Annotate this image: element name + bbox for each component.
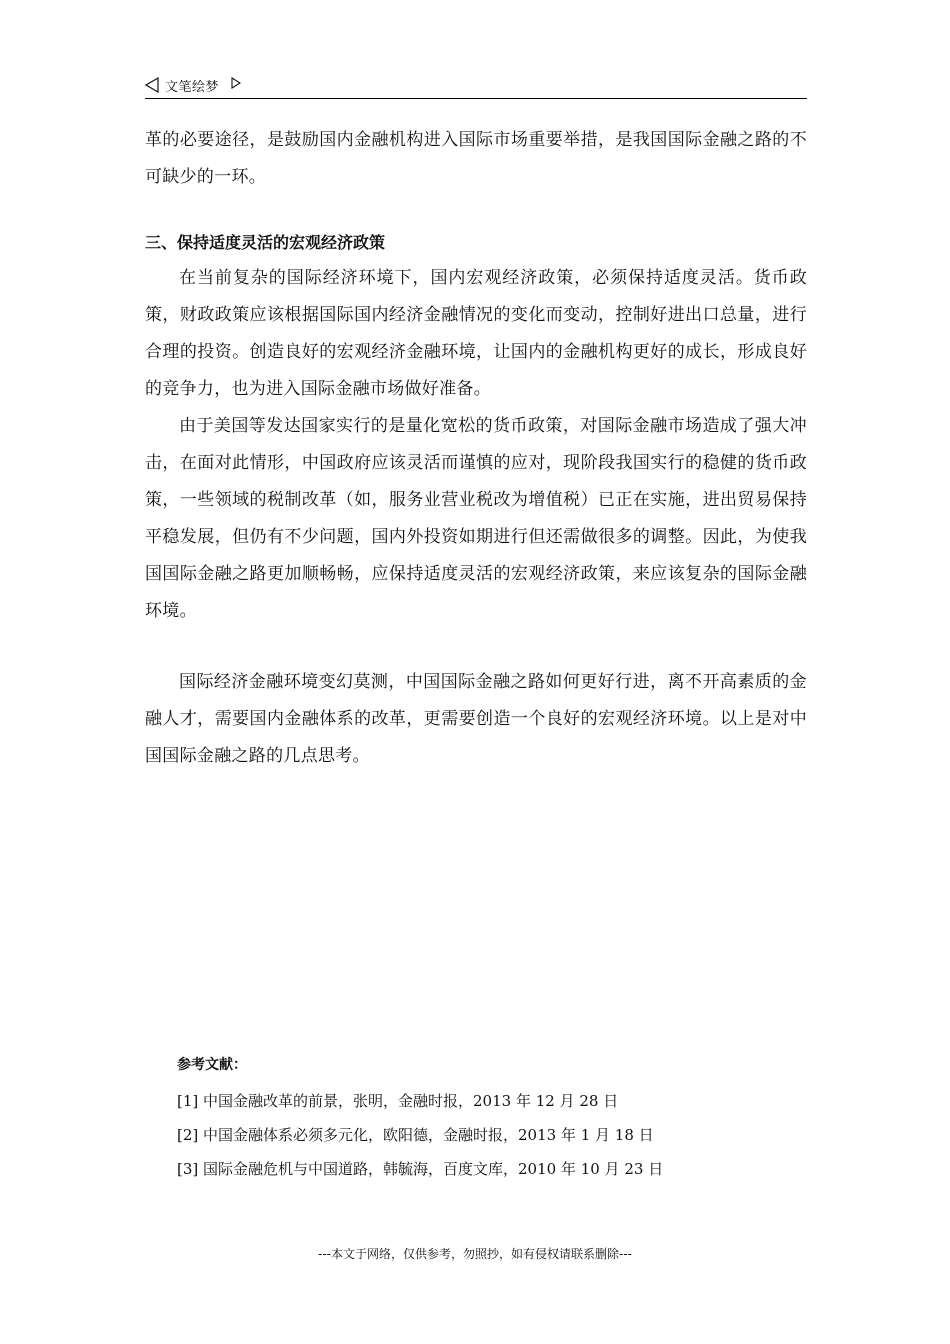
- section-paragraph-1: 在当前复杂的国际经济环境下，国内宏观经济政策，必须保持适度灵活。货币政策，财政政策应该根据国际国内经济金融情况的变化而变动，控制好进出口总量，进行合理的投资。创造良好的宏观经济金融环境，让国内的金融机构更好的成长，形成良好的竞争力，也为进入国际金融市场做好准备。: [145, 268, 807, 399]
- reference-item-3: [3] 国际金融危机与中国道路，韩毓海，百度文库，2010 年 10 月 23 日: [177, 1160, 664, 1178]
- section-body: [145, 260, 807, 630]
- references-title: 参考文献：: [177, 1057, 247, 1073]
- triangle-right-icon: [231, 77, 241, 89]
- section-paragraph-2: 由于美国等发达国家实行的是量化宽松的货币政策，对国际金融市场造成了强大冲击，在面对此情形，中国政府应该灵活而谨慎的应对，现阶段我国实行的稳健的货币政策，一些领域的税制改革（如，服务业营业税改为增值税）已正在实施，进出贸易保持平稳发展，但仍有不少问题，国内外投资如期进行但还需做很多的调整。因此，为使我国国际金融之路更加顺畅畅，应保持适度灵活的宏观经济政策，来应该复杂的国际金融环境。: [145, 416, 807, 621]
- intro-paragraph: 革的必要途径，是鼓励国内金融机构进入国际市场重要举措，是我国国际金融之路的不可缺少的一环。: [145, 130, 807, 187]
- header-brand: 文笔绘梦: [165, 80, 220, 95]
- reference-item-2: [2] 中国金融体系必须多元化，欧阳德，金融时报，2013 年 1 月 18 日: [177, 1126, 654, 1144]
- page-header: [145, 72, 807, 99]
- section-heading: 三、保持适度灵活的宏观经济政策: [145, 233, 386, 252]
- reference-item-1: [1] 中国金融改革的前景，张明，金融时报，2013 年 12 月 28 日: [177, 1092, 619, 1110]
- conclusion-paragraph: 国际经济金融环境变幻莫测，中国国际金融之路如何更好行进，离不开高素质的金融人才，需要国内金融体系的改革，更需要创造一个良好的宏观经济环境。以上是对中国国际金融之路的几点思考。: [145, 672, 807, 766]
- intro-block: [145, 122, 807, 196]
- triangle-left-icon: [145, 77, 159, 93]
- references-section: [177, 1050, 777, 1186]
- footer-disclaimer: ---本文于网络，仅供参考，勿照抄，如有侵权请联系删除---: [318, 1247, 632, 1261]
- conclusion-block: [145, 664, 807, 775]
